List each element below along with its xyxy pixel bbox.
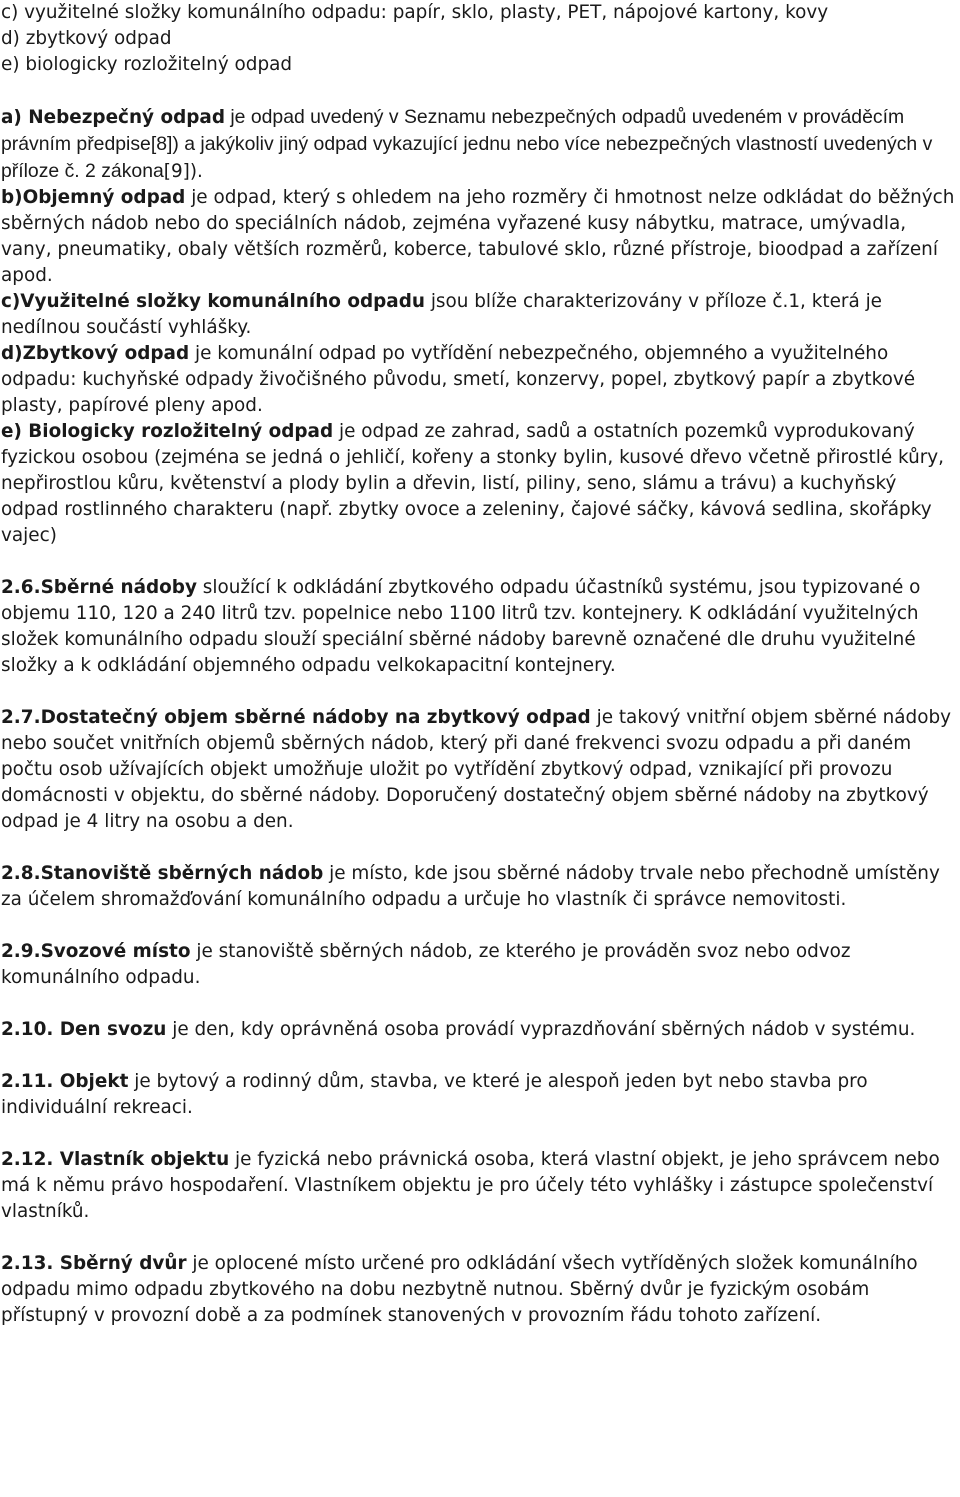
intro-item-e: e) biologicky rozložitelný odpad	[1, 54, 293, 75]
term: a) Nebezpečný odpad	[1, 107, 225, 128]
intro-item-d: d) zbytkový odpad	[1, 28, 172, 49]
definition-text: je odpad uvedený v Seznamu nebezpečných odpadů uvedeném v prováděcím právním předpise	[1, 106, 905, 155]
section-text: je oplocené místo určené pro odkládání všech vytříděných složek komunálního odpadu mimo odpadu zbytkového na dobu nezbytně nutnou. Sběrný dvůr je fyzickým osobám přístupný v provozní době a za podmínek stanovených v provozním řádu tohoto zařízení.	[1, 1253, 918, 1326]
spacer	[1, 991, 959, 1017]
term: d)Zbytkový odpad	[1, 343, 190, 364]
term: 2.10. Den svozu	[1, 1019, 167, 1040]
section-text: je místo, kde jsou sběrné nádoby trvale nebo přechodně umístěny za účelem shromažďování komunálního odpadu a určuje ho vlastník či správce nemovitosti.	[1, 863, 940, 910]
section-2-13	[1, 1251, 959, 1329]
section-text: je fyzická nebo právnická osoba, která vlastní objekt, je jeho správcem nebo má k němu právo hospodaření. Vlastníkem objektu je pro účely této vyhlášky i zástupce společenství vlastníků.	[1, 1149, 940, 1222]
term: 2.7.Dostatečný objem sběrné nádoby na zbytkový odpad	[1, 707, 591, 728]
term: b)Objemný odpad	[1, 187, 186, 208]
section-text: sloužící k odkládání zbytkového odpadu účastníků systému, jsou typizované o objemu 110, 120 a 240 litrů tzv. popelnice nebo 1100 litrů tzv. kontejnery. K odkládání využitelných složek komunálního odpadu slouží speciální sběrné nádoby barevně označené dle druhu využitelné složky a k odkládání objemného odpadu velkokapacitní kontejnery.	[1, 577, 921, 676]
definition-c	[1, 289, 959, 341]
definition-text: ).	[189, 161, 203, 182]
section-text: je den, kdy oprávněná osoba provádí vyprazdňování sběrných nádob v systému.	[166, 1019, 916, 1040]
section-2-8	[1, 861, 959, 913]
spacer	[1, 549, 959, 575]
term: 2.12. Vlastník objektu	[1, 1149, 230, 1170]
definition-b	[1, 185, 959, 289]
definition-text: je odpad, který s ohledem na jeho rozměry či hmotnost nelze odkládat do běžných sběrných nádob nebo do speciálních nádob, zejména vyřazené kusy nábytku, matrace, umývadla, vany, pneumatiky, obaly větších rozměrů, koberce, tabulové sklo, různé přístroje, bioodpad a zařízení apod.	[1, 187, 955, 286]
section-2-9	[1, 939, 959, 991]
spacer	[1, 78, 959, 104]
section-2-6	[1, 575, 959, 679]
intro-item-c: c) využitelné složky komunálního odpadu: papír, sklo, plasty, PET, nápojové kartony, kovy	[1, 2, 829, 23]
spacer	[1, 1121, 959, 1147]
section-text: je bytový a rodinný dům, stavba, ve které je alespoň jeden byt nebo stavba pro individuální rekreaci.	[1, 1071, 868, 1118]
spacer	[1, 1225, 959, 1251]
term: 2.9.Svozové místo	[1, 941, 191, 962]
section-text: je takový vnitřní objem sběrné nádoby nebo součet vnitřních objemů sběrných nádob, který při dané frekvenci svozu odpadu a při daném počtu osob užívajících objekt umožňuje uložit po vytřídění zbytkový odpad, vznikající při provozu domácnosti v objektu, do sběrné nádoby. Doporučený dostatečný objem sběrné nádoby na zbytkový odpad je 4 litry na osobu a den.	[1, 707, 952, 832]
footnote-link-9[interactable]: [9]	[163, 161, 190, 182]
definition-e	[1, 419, 959, 549]
term: 2.13. Sběrný dvůr	[1, 1253, 187, 1274]
definition-a	[1, 104, 959, 185]
term: 2.6.Sběrné nádoby	[1, 577, 197, 598]
footnote-link-8[interactable]: [8]	[150, 133, 173, 155]
definition-text: ) a jakýkoliv jiný odpad vykazující jednu nebo více nebezpečných vlastností uvedených v příloze č. 2 zákona	[1, 133, 933, 182]
section-2-12	[1, 1147, 959, 1225]
section-text: je stanoviště sběrných nádob, ze kterého je prováděn svoz nebo odvoz komunálního odpadu.	[1, 941, 851, 988]
spacer	[1, 679, 959, 705]
spacer	[1, 913, 959, 939]
spacer	[1, 1043, 959, 1069]
definition-text: je odpad ze zahrad, sadů a ostatních pozemků vyprodukovaný fyzickou osobou (zejména se jedná o jehličí, kořeny a stonky bylin, kusové dřevo včetně přirostlé kůry, nepřirostlou kůru, květenství a plody bylin a dřevin, listí, piliny, seno, slámu a trávu) a kuchyňský odpad rostlinného charakteru (např. zbytky ovoce a zeleniny, čajové sáčky, kávová sedlina, skořápky vajec)	[1, 421, 945, 546]
definition-text: jsou blíže charakterizovány v příloze č.1, která je nedílnou součástí vyhlášky.	[1, 291, 882, 338]
term: 2.8.Stanoviště sběrných nádob	[1, 863, 324, 884]
term: e) Biologicky rozložitelný odpad	[1, 421, 334, 442]
definition-text: je komunální odpad po vytřídění nebezpečného, objemného a využitelného odpadu: kuchyňské odpady živočišného původu, smetí, konzervy, popel, zbytkový papír a zbytkové plasty, papírové pleny apod.	[1, 343, 916, 416]
term: c)Využitelné složky komunálního odpadu	[1, 291, 425, 312]
section-2-10	[1, 1017, 959, 1043]
definition-d	[1, 341, 959, 419]
section-2-11	[1, 1069, 959, 1121]
document-page	[1, 0, 959, 1329]
section-2-7	[1, 705, 959, 835]
spacer	[1, 835, 959, 861]
term: 2.11. Objekt	[1, 1071, 129, 1092]
